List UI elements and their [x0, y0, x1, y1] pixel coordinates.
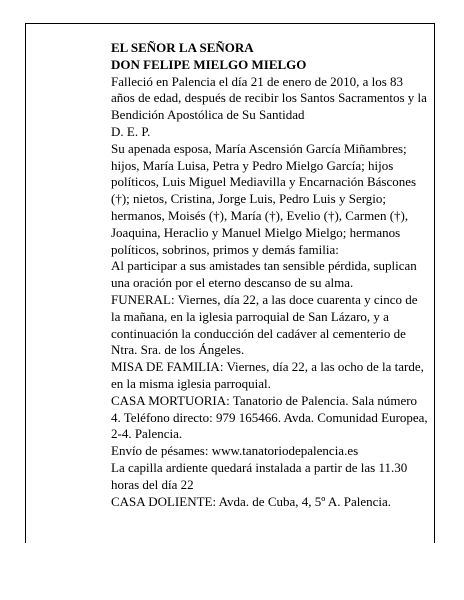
family-home-info: CASA DOLIENTE: Avda. de Cuba, 4, 5º A. Palencia.: [111, 493, 392, 509]
family-list: Su apenada esposa, María Ascensión García Miñambres; hijos, María Luisa, Petra y Pedro Mielgo García; hijos políticos, Luis Miguel Mediavilla y Encarnación Báscones (†); nietos, Cristina, Jorge Luis, Pedro Luis y Sergio; hermanos, Moisés (†), María (†), Evelio (†), Carmen (†), Joaquina, Heraclio y Manuel Mielgo Mielgo; hermanos políticos, sobrinos, primos y demás familia:: [111, 140, 417, 257]
deceased-title-line: EL SEÑOR LA SEÑORA: [111, 40, 254, 55]
family-mass-info: MISA DE FAMILIA: Viernes, día 22, a las ocho de la tarde, en la misma iglesia parroquial.: [111, 359, 424, 391]
funeral-info: FUNERAL: Viernes, día 22, a las doce cuarenta y cinco de la mañana, en la iglesia parroquial de San Lázaro, y a continuación la conducción del cadáver al cementerio de Ntra. Sra. de los Ángeles.: [111, 291, 418, 358]
condolences-website: Envío de pésames: www.tanatoriodepalencia.es: [111, 443, 359, 459]
rest-in-peace: D. E. P.: [111, 123, 151, 139]
deceased-name: DON FELIPE MIELGO MIELGO: [111, 56, 307, 72]
death-announcement: Falleció en Palencia el día 21 de enero de 2010, a los 83 años de edad, después de recibir los Santos Sacramentos y la Bendición Apostólica de Su Santidad: [111, 73, 427, 123]
chapel-info: La capilla ardiente quedará instalada a partir de las 11.30 horas del día 22: [111, 459, 408, 492]
prayer-request: Al participar a sus amistades tan sensible pérdida, suplican una oración por el eterno descanso de su alma.: [111, 258, 417, 291]
funeral-home-info: CASA MORTUORIA: Tanatorio de Palencia. Sala número 4. Teléfono directo: 979 165466. Avda. Comunidad Europea, 2-4. Palencia.: [111, 392, 428, 442]
obituary-notice: [111, 40, 429, 510]
